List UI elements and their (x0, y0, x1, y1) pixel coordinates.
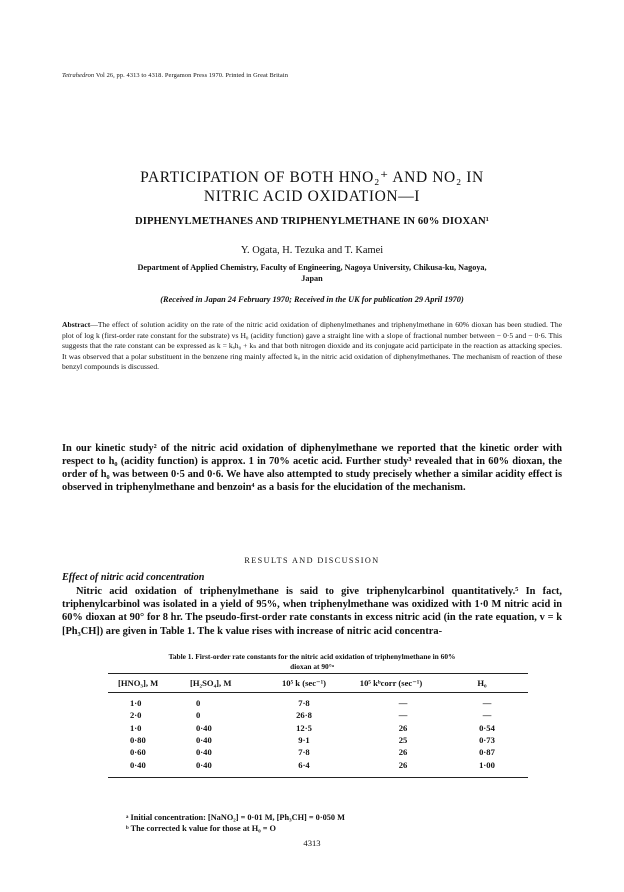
cell: 0·40 (196, 735, 212, 746)
cell: 7·8 (298, 698, 310, 709)
cell: — (398, 710, 408, 721)
table-row (108, 697, 528, 709)
cell: 9·1 (298, 735, 310, 746)
abstract (62, 320, 562, 373)
cell: — (482, 710, 492, 721)
col-header-kcorr: 10⁵ kᵇcorr (sec⁻¹) (359, 677, 423, 688)
abstract-label: Abstract (62, 320, 91, 329)
cell: — (398, 698, 408, 709)
cell: 0·60 (130, 747, 146, 758)
cell: 26 (398, 759, 408, 770)
cell: 12·5 (296, 722, 312, 733)
cell: 0 (196, 698, 201, 709)
data-table (108, 673, 528, 778)
affiliation-line-1: Department of Applied Chemistry, Faculty of Engineering, Nagoya University, Chikusa-ku, Nagoya, (137, 263, 487, 272)
cell: 26 (398, 722, 408, 733)
page-number: 4313 (303, 838, 321, 848)
cell: 7·8 (298, 747, 310, 758)
footnote-a: ᵃ Initial concentration: [NaNO₂] = 0·01 M, [Ph₃CH] = 0·050 M (126, 813, 345, 822)
table-caption-line-1: Table 1. First-order rate constants for the nitric acid oxidation of triphenylmethane in 60% (168, 652, 456, 661)
cell: 0·40 (130, 759, 146, 770)
journal-citation: Vol 26, pp. 4313 to 4318. Pergamon Press 1970. Printed in Great Britain (94, 72, 288, 79)
intro-paragraph: In our kinetic study² of the nitric acid oxidation of diphenylmethane we reported that the kinetic order with respect to h₀ (acidity function) is approx. 1 in 70% acetic acid. Further study³ revealed that in 60% dioxan, the order of h₀ was between 0·5 and 0·6. We have also attempted to study precisely whether a similar acidity effect is observed in triphenylmethane and benzoin⁴ as a basis for the elucidation of the mechanism. (62, 443, 562, 493)
table-footnotes (126, 812, 345, 835)
cell: 1·00 (479, 759, 495, 770)
table-caption-line-2: dioxan at 90°ᵃ (290, 661, 334, 671)
cell: 26 (398, 747, 408, 758)
table-row (108, 734, 528, 746)
cell: 0 (196, 710, 201, 721)
table-bottom-rule (108, 777, 528, 778)
table-row (108, 722, 528, 734)
abstract-text: —The effect of solution acidity on the rate of the nitric acid oxidation of diphenylmethanes and triphenylmethane in 60% dioxan has been studied. The plot of log k (first-order rate constant for the substrate) vs H₀ (acidity function) gave a straight line with a slope of fractional number between − 0·5 and − 0·6. This suggests that the rate constant can be expressed as k = kₐh₀ + kₙ and that both nitrogen dioxide and its conjugate acid participate in the reaction as attacking species. It was observed that a polar substituent in the benzene ring mainly affected kₐ in the nitric acid oxidation of diphenylmethanes. The mechanism of reaction of these benzyl compounds is discussed. (62, 320, 562, 372)
col-header-hno3: [HNO₃], M (118, 678, 159, 688)
col-header-h0: H₀ (477, 678, 487, 688)
journal-header (62, 72, 288, 79)
table-row (108, 758, 528, 770)
affiliation-line-2: Japan (301, 274, 323, 283)
paper-subtitle: DIPHENYLMETHANES AND TRIPHENYLMETHANE IN 60% DIOXAN¹ (135, 216, 489, 227)
subsection-heading: Effect of nitric acid concentration (62, 572, 205, 583)
table-caption (62, 652, 562, 671)
title-line-1: PARTICIPATION OF BOTH HNO₂⁺ AND NO₂ IN (140, 169, 484, 186)
table-row (108, 709, 528, 721)
cell: 26·8 (296, 710, 312, 721)
cell: 0·80 (130, 735, 146, 746)
col-header-k: 10⁵ k (sec⁻¹) (281, 677, 327, 688)
col-header-h2so4: [H₂SO₄], M (190, 678, 232, 688)
title-line-2: NITRIC ACID OXIDATION—I (203, 188, 421, 205)
cell: 2·0 (130, 710, 142, 721)
cell: 25 (398, 735, 408, 746)
body-paragraph: Nitric acid oxidation of triphenylmethane is said to give triphenylcarbinol quantitatively.⁵ In fact, triphenylcarbinol was isolated in a yield of 95%, when triphenylmethane was oxidized with 1·0 M nitric acid in 60% dioxan at 90° for 8 hr. The pseudo-first-order rate constants in excess nitric acid (in the rate equation, v = k [Ph₃CH]) are given in Table 1. The k value rises with increase of nitric acid concentra- (62, 586, 562, 637)
cell: 0·54 (479, 722, 495, 733)
authors: Y. Ogata, H. Tezuka and T. Kamei (240, 245, 384, 256)
table-header (108, 674, 528, 692)
cell: — (482, 698, 492, 709)
table-row (108, 746, 528, 758)
cell: 0·87 (479, 747, 495, 758)
journal-name: Tetrahedron (62, 72, 95, 79)
received-dates: (Received in Japan 24 February 1970; Received in the UK for publication 29 April 1970) (160, 295, 464, 304)
cell: 0·40 (196, 747, 212, 758)
section-heading: RESULTS AND DISCUSSION (244, 556, 380, 565)
cell: 0·40 (196, 759, 212, 770)
affiliation (40, 262, 584, 284)
cell: 6·4 (298, 759, 310, 770)
cell: 0·73 (479, 735, 495, 746)
cell: 1·0 (130, 722, 142, 733)
footnote-b: ᵇ The corrected k value for those at H₀ = O (126, 824, 277, 834)
paper-title (40, 168, 584, 206)
cell: 0·40 (196, 722, 212, 733)
cell: 1·0 (130, 698, 142, 709)
